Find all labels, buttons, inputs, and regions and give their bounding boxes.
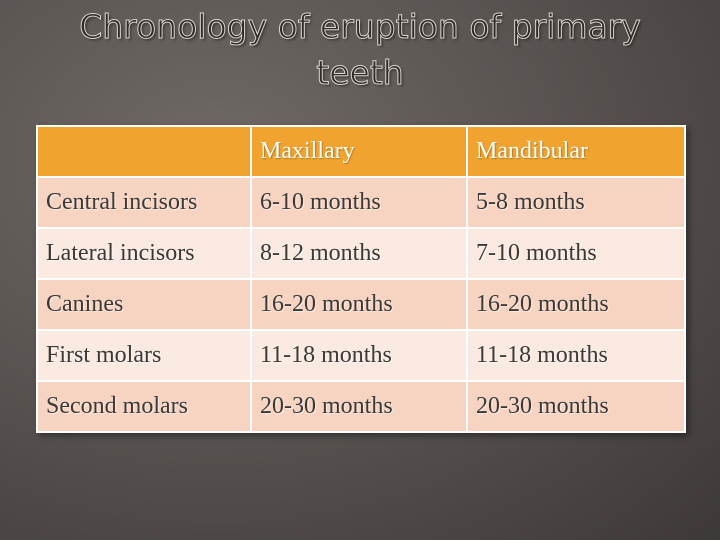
tooth-name-cell: First molars: [37, 330, 251, 381]
tooth-name-cell: Central incisors: [37, 177, 251, 228]
slide-title: [20, 4, 700, 96]
maxillary-cell: 6-10 months: [251, 177, 467, 228]
table-row: [37, 228, 685, 279]
table-row: [37, 177, 685, 228]
header-cell-mandibular: Mandibular: [467, 126, 685, 177]
mandibular-cell: 5-8 months: [467, 177, 685, 228]
table-header-row: [37, 126, 685, 177]
maxillary-cell: 11-18 months: [251, 330, 467, 381]
slide-title-line-1: Chronology of eruption of primary: [79, 7, 641, 46]
table-row: [37, 279, 685, 330]
maxillary-cell: 16-20 months: [251, 279, 467, 330]
maxillary-cell: 8-12 months: [251, 228, 467, 279]
tooth-name-cell: Canines: [37, 279, 251, 330]
slide-title-line-2: teeth: [316, 53, 404, 92]
mandibular-cell: 7-10 months: [467, 228, 685, 279]
header-cell-empty: [37, 126, 251, 177]
header-cell-maxillary: Maxillary: [251, 126, 467, 177]
tooth-name-cell: Second molars: [37, 381, 251, 432]
maxillary-cell: 20-30 months: [251, 381, 467, 432]
tooth-name-cell: Lateral incisors: [37, 228, 251, 279]
mandibular-cell: 20-30 months: [467, 381, 685, 432]
mandibular-cell: 16-20 months: [467, 279, 685, 330]
eruption-table: [36, 125, 686, 433]
mandibular-cell: 11-18 months: [467, 330, 685, 381]
table-row: [37, 381, 685, 432]
table-row: [37, 330, 685, 381]
